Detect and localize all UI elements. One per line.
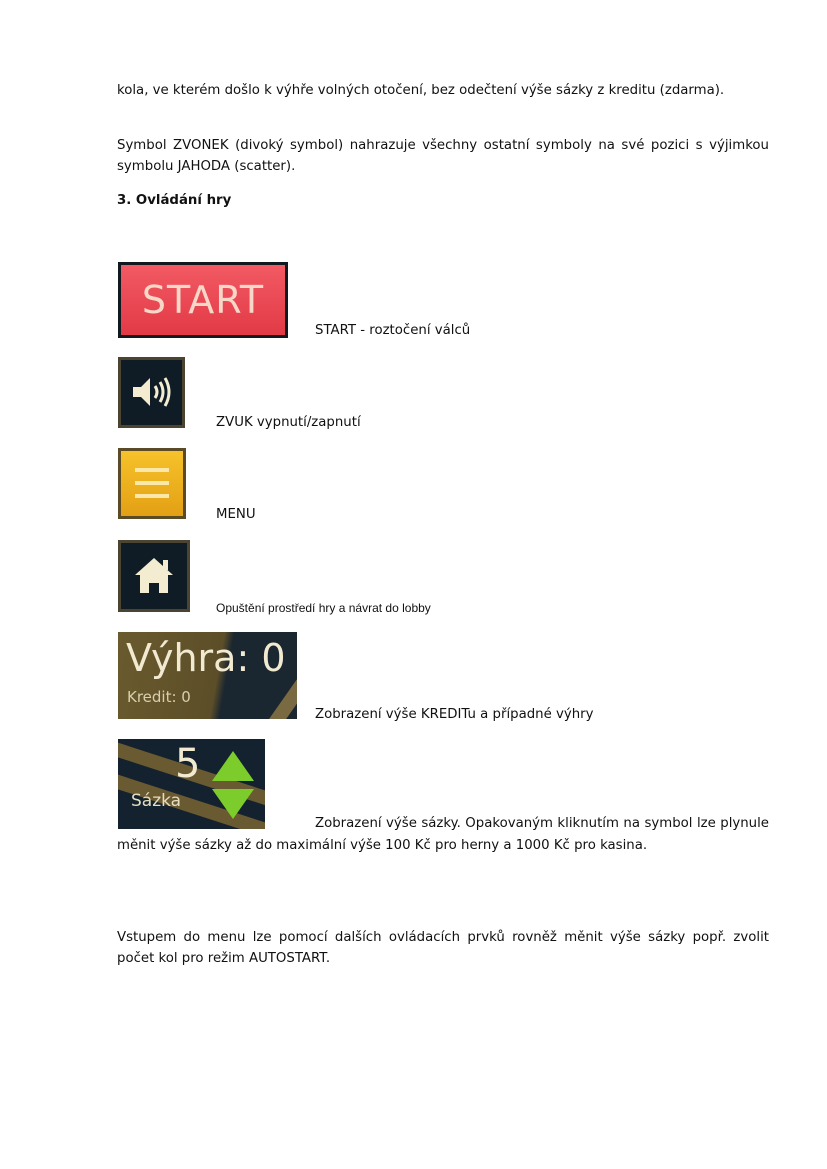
bet-value: 5	[175, 741, 201, 787]
home-icon	[118, 540, 190, 612]
hamburger-icon	[118, 448, 186, 519]
start-label: START	[121, 265, 285, 335]
speaker-icon	[118, 357, 185, 428]
bet-label: Sázka	[131, 791, 182, 811]
menu-caption: MENU	[216, 507, 256, 522]
start-caption: START - roztočení válců	[315, 323, 471, 338]
paragraph-wild-symbol: Symbol ZVONEK (divoký symbol) nahrazuje všechny ostatní symboly na své pozici s výjimkou symbolu JAHODA (scatter).	[117, 138, 769, 174]
sound-caption: ZVUK vypnutí/zapnutí	[216, 415, 361, 430]
win-caption: Zobrazení výše KREDITu a případné výhry	[315, 707, 594, 722]
paragraph-menu-info: Vstupem do menu lze pomocí dalších ovládacích prvků rovněž měnit výše sázky popř. zvolit počet kol pro režim AUTOSTART.	[117, 930, 769, 966]
win-credit-display	[118, 632, 297, 719]
bet-arrows-icon[interactable]	[210, 749, 256, 821]
win-label: Výhra: 0	[126, 636, 286, 680]
home-caption: Opuštění prostředí hry a návrat do lobby	[216, 601, 431, 615]
start-button-image	[118, 262, 288, 338]
section-heading: 3. Ovládání hry	[117, 193, 232, 208]
credit-label: Kredit: 0	[127, 688, 191, 706]
paragraph-free-spins: kola, ve kterém došlo k výhře volných otočení, bez odečtení výše sázky z kreditu (zdarma).	[117, 83, 725, 98]
bet-caption: Zobrazení výše sázky. Opakovaným kliknutím na symbol lze plynule měnit výše sázky až do maximální výše 100 Kč pro herny a 1000 Kč pro kasina.	[117, 816, 769, 853]
